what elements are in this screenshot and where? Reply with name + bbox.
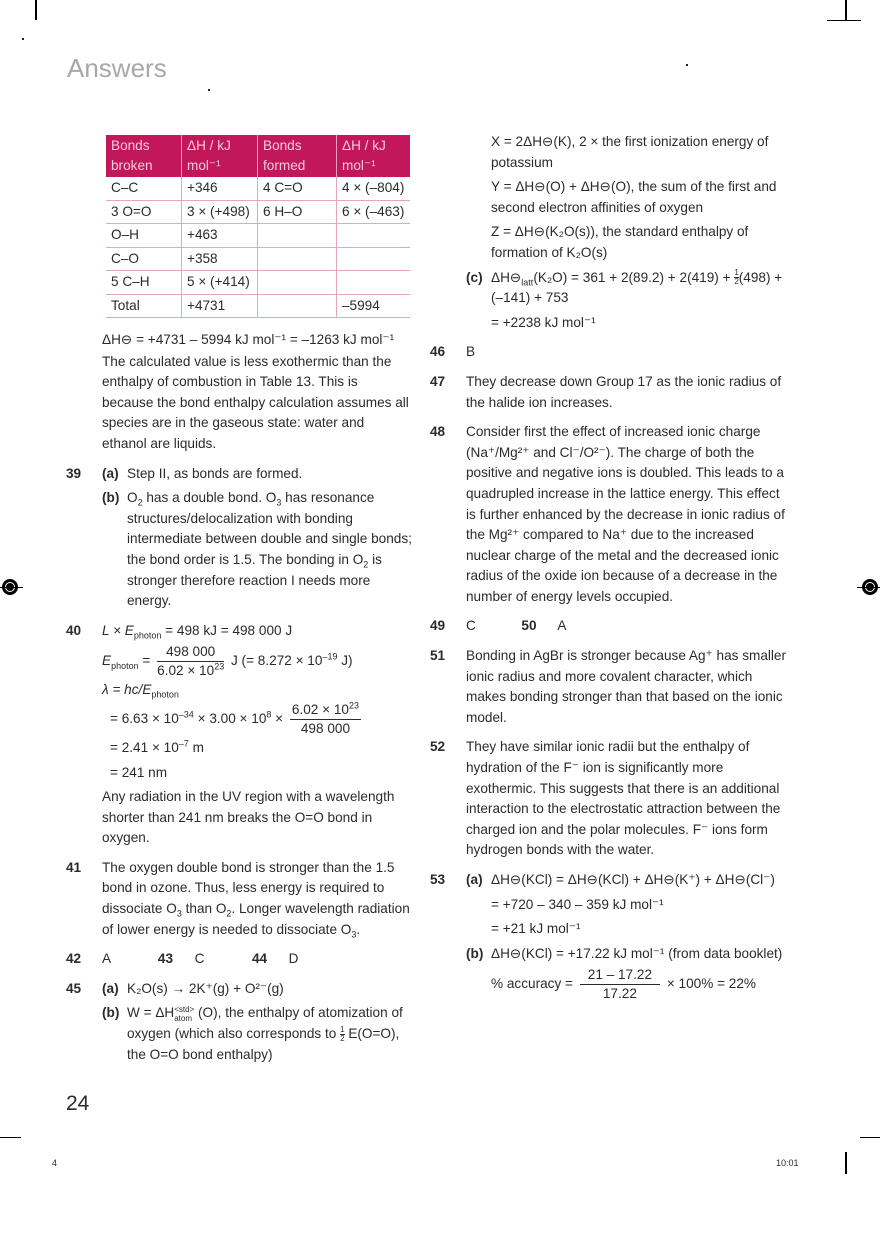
part-label: (b) bbox=[102, 490, 120, 506]
subscript: photon bbox=[151, 690, 179, 701]
calc-line: = +720 – 340 – 359 kJ mol⁻¹ bbox=[491, 896, 664, 912]
text-fragment: × 100% = 22% bbox=[666, 976, 756, 992]
text-fragment: m bbox=[188, 739, 204, 755]
answer-45c bbox=[430, 268, 786, 334]
answer-45c-body bbox=[466, 268, 786, 334]
text-fragment: ΔH⊖ bbox=[491, 269, 522, 285]
table-cell: 3 O=O bbox=[106, 200, 182, 224]
answer-39b bbox=[102, 488, 412, 612]
crop-mark-top-right-v bbox=[845, 0, 847, 20]
text-fragment: 6.02 × 10 bbox=[157, 663, 215, 679]
result-line: = +2238 kJ mol⁻¹ bbox=[491, 314, 596, 330]
answer-text: ΔH⊖(KCl) = ΔH⊖(KCl) + ΔH⊖(K⁺) + ΔH⊖(Cl⁻) bbox=[491, 872, 775, 887]
header-line: ΔH / kJ bbox=[187, 138, 231, 153]
numerator bbox=[290, 701, 361, 720]
table-cell: Total bbox=[106, 294, 182, 318]
text-fragment: J) bbox=[337, 653, 353, 669]
text-fragment: has resonance structures/delocalization with bonding intermediate between double and single bonds; the bond order is 1.5. The bonding in O bbox=[127, 490, 412, 567]
table-cell: 4 × (–804) bbox=[337, 177, 411, 200]
calc-line: = +21 kJ mol⁻¹ bbox=[491, 921, 581, 937]
question-number: 48 bbox=[430, 424, 446, 440]
header-line: ΔH / kJ bbox=[342, 138, 386, 153]
calc-explanation: The calculated value is less exothermic than the enthalpy of combustion in Table 13. This is because the bond enthalpy calculation assumes all species are in the gaseous state: water and ethanol are liquids. bbox=[102, 353, 409, 451]
text-fragment: × bbox=[271, 711, 284, 726]
answer-text: Step II, as bonds are formed. bbox=[127, 465, 303, 481]
question-number: 51 bbox=[430, 648, 446, 664]
answer-45a bbox=[102, 979, 412, 1000]
question-39 bbox=[66, 464, 412, 612]
superscript: 8 bbox=[266, 709, 272, 720]
table-row bbox=[106, 247, 410, 271]
table-cell: O–H bbox=[106, 224, 182, 248]
registration-mark-right bbox=[862, 579, 878, 595]
table-header-cell bbox=[337, 135, 411, 177]
table-cell: +4731 bbox=[182, 294, 258, 318]
subscript: photon bbox=[133, 630, 162, 641]
answer-text: They decrease down Group 17 as the ionic radius of the halide ion increases. bbox=[466, 373, 782, 410]
table-cell bbox=[258, 224, 337, 248]
part-label: (a) bbox=[102, 980, 119, 996]
page-number: 24 bbox=[66, 1092, 90, 1115]
table-row bbox=[106, 224, 410, 248]
text-fragment: W = ΔH bbox=[127, 1005, 175, 1021]
text-fragment: E(O=O), the O=O bond enthalpy) bbox=[127, 1026, 400, 1062]
part-label: (b) bbox=[466, 945, 484, 961]
equation-line bbox=[102, 701, 412, 738]
denominator: 498 000 bbox=[300, 720, 351, 736]
question-number: 47 bbox=[430, 373, 446, 389]
question-number: 50 bbox=[521, 618, 537, 634]
text-fragment: = 498 kJ = 498 000 J bbox=[161, 622, 293, 638]
answer-text bbox=[491, 270, 782, 306]
answer-46: B bbox=[466, 344, 476, 360]
denominator: 2 bbox=[340, 1033, 345, 1043]
print-dot bbox=[22, 38, 24, 40]
text-fragment: . Longer wavelength radiation of lower energy is needed to dissociate O bbox=[102, 901, 410, 937]
bond-enthalpy-table bbox=[106, 135, 410, 318]
table-cell bbox=[258, 294, 337, 318]
answer-49: C bbox=[466, 618, 476, 634]
text-fragment: × 3.00 × 10 bbox=[193, 711, 267, 726]
table-row bbox=[106, 177, 410, 200]
x-definition: X = 2ΔH⊖(K), 2 × the first ionization energy of potassium bbox=[491, 134, 769, 170]
numerator: 21 – 17.22 bbox=[580, 966, 660, 985]
left-column bbox=[66, 135, 412, 1065]
question-number: 39 bbox=[66, 465, 82, 481]
table-row bbox=[106, 271, 410, 295]
table-cell: 6 × (–463) bbox=[337, 200, 411, 224]
fraction bbox=[290, 701, 361, 738]
answer-text: Any radiation in the UV region with a wavelength shorter than 241 nm breaks the O=O bond in oxygen. bbox=[102, 789, 395, 846]
numerator: 498 000 bbox=[157, 643, 224, 662]
text-fragment: is stronger therefore reaction I needs more energy. bbox=[127, 551, 382, 609]
table-cell: –5994 bbox=[337, 294, 411, 318]
equation-line bbox=[102, 738, 412, 759]
part-label: (a) bbox=[102, 465, 119, 481]
denominator: 17.22 bbox=[602, 986, 637, 1002]
table-cell: +358 bbox=[182, 247, 258, 271]
table-header-cell bbox=[106, 135, 182, 177]
print-dot bbox=[686, 64, 688, 66]
table-cell bbox=[337, 247, 411, 271]
answer-53a bbox=[466, 870, 786, 940]
part-label: (b) bbox=[102, 1005, 120, 1021]
delta-h-result: ΔH⊖ = +4731 – 5994 kJ mol⁻¹ = –1263 kJ mol⁻¹ bbox=[102, 332, 395, 347]
crop-mark-top-right-h bbox=[827, 20, 861, 21]
question-53 bbox=[430, 870, 786, 1003]
part-label: (a) bbox=[466, 872, 483, 887]
part-label: (c) bbox=[466, 269, 483, 285]
question-48 bbox=[430, 422, 786, 607]
question-number: 43 bbox=[157, 951, 174, 967]
questions-49-50 bbox=[430, 616, 786, 637]
header-line: broken bbox=[111, 158, 153, 173]
equation-line: $E_{photon}$ = $\frac{498 000}{6.02 \times 10^{23}}$ J (= $8.272 \times 10^{-19}$ J) bbox=[102, 644, 353, 679]
question-number: 40 bbox=[66, 622, 82, 638]
text-fragment: (498) + (–141) + 753 bbox=[491, 269, 783, 306]
superscript: –34 bbox=[178, 709, 194, 720]
questions-42-44 bbox=[66, 949, 412, 970]
answer-text bbox=[127, 1005, 403, 1061]
answer-text: $O_2$ has a double bond. $O_3$ has resonance structures/delocalization with bonding intermediate between double and single bonds; the bond order is 1.5. The bonding in $O_2$ is stronger therefore reaction I needs more energy. bbox=[127, 490, 412, 609]
answer-39a bbox=[102, 464, 412, 485]
text-fragment: 6.02 × 10 bbox=[291, 701, 349, 717]
question-number: 44 bbox=[251, 951, 268, 967]
question-number: 42 bbox=[66, 951, 82, 967]
print-dot bbox=[208, 89, 210, 91]
text-fragment: λ = hc/E bbox=[102, 682, 152, 698]
question-46 bbox=[430, 342, 786, 363]
table-cell: +463 bbox=[182, 224, 258, 248]
answer-text: Bonding in AgBr is stronger because Ag⁺ has smaller ionic radius and more covalent character, which makes bonding stronger than that based on the ionic model. bbox=[466, 648, 787, 725]
equation-line bbox=[102, 680, 412, 701]
superscript: –19 bbox=[322, 651, 338, 662]
table-header-row bbox=[106, 135, 410, 177]
subscript: latt bbox=[521, 277, 534, 288]
equation-line: = 241 nm bbox=[110, 764, 168, 780]
text-fragment: has a double bond. O bbox=[142, 490, 277, 506]
answer-text: Consider first the effect of increased ionic charge (Na⁺/Mg²⁺ and Cl⁻/O²⁻). The charge of both the positive and negative ions is doubled. This leads to a quadrupled increase in the lattice energy. This effect is further enhanced by the decrease in ionic radius of the Mg²⁺ compared to Na⁺ due to the increased nuclear charge of the metal and the decreased ionic radius of the oxide ion because of a decrease in the number of energy levels occupied. bbox=[466, 424, 785, 604]
answer-53b bbox=[466, 944, 786, 1004]
table-cell bbox=[337, 271, 411, 295]
footer-left: 4 bbox=[52, 1158, 58, 1168]
question-51 bbox=[430, 646, 786, 728]
text-fragment: than O bbox=[181, 901, 227, 917]
footer-right: 10:01 bbox=[776, 1158, 799, 1168]
table-row bbox=[106, 200, 410, 224]
accuracy-line bbox=[491, 966, 786, 1003]
denominator: 2 bbox=[734, 277, 739, 287]
numerator: 1 bbox=[340, 1024, 345, 1034]
answer-text: They have similar ionic radii but the enthalpy of hydration of the F⁻ ion is significantly more exothermic. This suggests that there is an additional interaction to the electrostatic attraction between the charged ion and the polar molecules. F⁻ ions form hydrogen bonds with the water. bbox=[466, 739, 781, 858]
crop-mark-bottom-left bbox=[0, 1137, 21, 1138]
question-41 bbox=[66, 858, 412, 940]
header-line: Bonds bbox=[111, 138, 150, 153]
y-definition: Y = ΔH⊖(O) + ΔH⊖(O), the sum of the first and second electron affinities of oxygen bbox=[491, 179, 777, 215]
table-cell: 4 C=O bbox=[258, 177, 337, 200]
crop-mark-top-left bbox=[35, 0, 37, 20]
right-column bbox=[430, 132, 786, 1003]
answer-50: A bbox=[557, 618, 567, 634]
answer-text: K₂O(s) → 2K⁺(g) + O²⁻(g) bbox=[127, 980, 284, 996]
answer-text: The oxygen double bond is stronger than the 1.5 bond in ozone. Thus, less energy is required to dissociate $O_3$ than $O_2$. Longer wavelength radiation of lower energy is needed to dissociate $O_3$. bbox=[102, 859, 410, 940]
numerator: 1 bbox=[734, 268, 739, 278]
text-fragment: (O), the enthalpy of atomization of oxygen (which also corresponds to bbox=[127, 1005, 403, 1042]
table-cell: C–O bbox=[106, 247, 182, 271]
equation-line bbox=[102, 621, 412, 642]
fraction bbox=[157, 643, 224, 680]
question-number: 49 bbox=[430, 618, 446, 634]
table-header-cell bbox=[182, 135, 258, 177]
table-cell: C–C bbox=[106, 177, 182, 200]
answer-45b bbox=[102, 1003, 412, 1065]
table-cell: 5 × (+414) bbox=[182, 271, 258, 295]
header-line: mol⁻¹ bbox=[187, 158, 221, 173]
table-cell: +346 bbox=[182, 177, 258, 200]
text-fragment: . bbox=[356, 921, 361, 937]
question-52 bbox=[430, 737, 786, 861]
header-line: Bonds bbox=[263, 138, 302, 153]
answer-44: D bbox=[288, 951, 299, 967]
question-40 bbox=[66, 621, 412, 849]
page-header-title: Answers bbox=[67, 53, 167, 83]
table-cell bbox=[337, 224, 411, 248]
question-number: 52 bbox=[430, 739, 446, 755]
table-cell bbox=[258, 247, 337, 271]
text-fragment: The oxygen double bond is stronger than the 1.5 bond in ozone. Thus, less energy is required to dissociate O bbox=[102, 859, 395, 917]
question-number: 41 bbox=[66, 859, 82, 875]
text-fragment: = 6.63 × 10 bbox=[110, 711, 179, 726]
question-45 bbox=[66, 979, 412, 1065]
table-cell: 3 × (+498) bbox=[182, 200, 258, 224]
z-definition: Z = ΔH⊖(K₂O(s)), the standard enthalpy of formation of K₂O(s) bbox=[491, 224, 749, 260]
superscript: –7 bbox=[178, 738, 189, 749]
question-number: 46 bbox=[430, 344, 446, 360]
text-fragment: % accuracy = bbox=[491, 976, 573, 992]
text-fragment: L × E bbox=[102, 622, 134, 638]
subscript: photon bbox=[111, 661, 139, 672]
answer-43: C bbox=[194, 951, 205, 967]
text-fragment: J (= 8.272 × 10 bbox=[230, 653, 323, 669]
superscript: <std> bbox=[174, 1004, 195, 1014]
crop-mark-bottom-right-v bbox=[845, 1152, 847, 1174]
registration-mark-left bbox=[2, 579, 18, 595]
table-row bbox=[106, 294, 410, 318]
denominator bbox=[157, 662, 224, 680]
superscript: 23 bbox=[214, 661, 225, 672]
answer-text: ΔH⊖(KCl) = +17.22 kJ mol⁻¹ (from data booklet) bbox=[491, 945, 783, 961]
table-header-cell bbox=[258, 135, 337, 177]
text-fragment: = 2.41 × 10 bbox=[110, 739, 179, 755]
crop-mark-bottom-right-h bbox=[860, 1137, 880, 1138]
text-fragment: O bbox=[127, 490, 138, 506]
fraction bbox=[580, 966, 660, 1003]
answer-42: A bbox=[102, 951, 111, 967]
subscript: atom bbox=[174, 1013, 193, 1023]
table-cell: 5 C–H bbox=[106, 271, 182, 295]
header-line: formed bbox=[263, 158, 306, 173]
question-number: 53 bbox=[430, 872, 446, 887]
table-cell: 6 H–O bbox=[258, 200, 337, 224]
header-line: mol⁻¹ bbox=[342, 158, 376, 173]
text-fragment: (K₂O) = 361 + 2(89.2) + 2(419) + bbox=[533, 269, 731, 285]
question-47 bbox=[430, 372, 786, 413]
table-cell bbox=[258, 271, 337, 295]
superscript: 23 bbox=[348, 700, 359, 711]
question-number: 45 bbox=[66, 980, 82, 996]
